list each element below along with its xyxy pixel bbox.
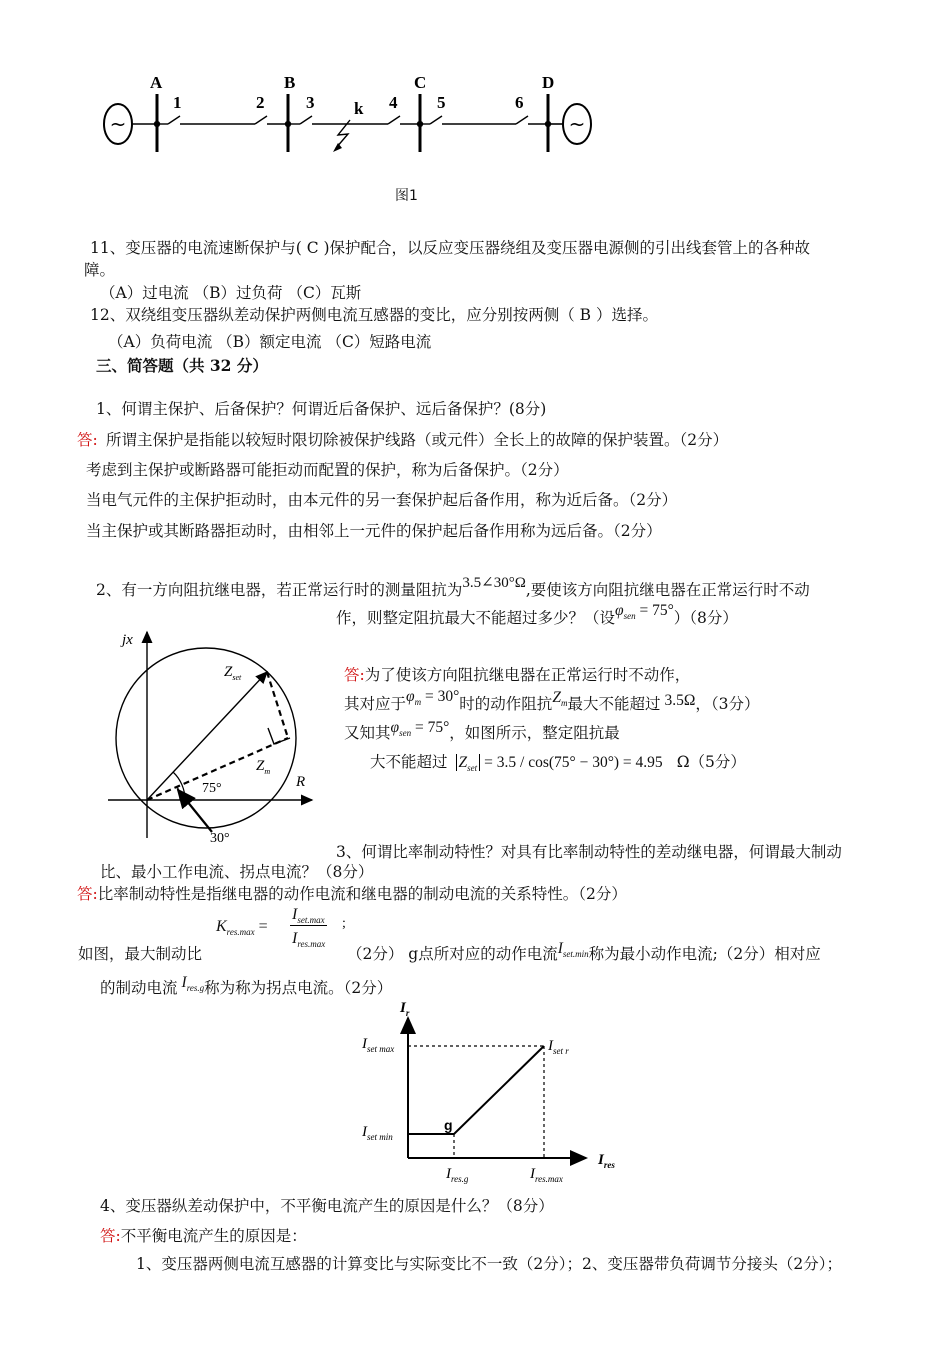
phi-sen-sub: sen [399,728,412,739]
sq3-question-line1: 3、何谓比率制动特性？对具有比率制动特性的差动继电器，何谓最大制动 [336,843,842,861]
sq3-ans2-mid: （2分） g点所对应的动作电流 [347,945,558,963]
q12-line1: 12、双绕组变压器纵差动保护两侧电流互感器的变比，应分别按两侧（ B ）选择。 [90,306,658,324]
zset-sub: set [232,673,242,682]
graph-y-top-label [361,1036,394,1054]
restraint-characteristic-graph [350,998,650,1188]
breaker-label-4: 4 [389,93,398,112]
angle-30-label: 30° [210,831,230,846]
sq3-answer-line1 [77,884,627,904]
sq2-q2-prefix: 作，则整定阻抗最大不能超过多少？（设 [336,609,616,627]
sq2-answer-label: 答: [344,666,365,684]
den-sub: res.max [297,939,326,950]
source-d-symbol: ~ [568,112,586,136]
num-sub: set.max [297,915,325,926]
sq2-ans3-phi [390,719,450,739]
sq4-question: 4、变压器纵差动保护中，不平衡电流产生的原因是什么？（8分） [100,1197,554,1215]
sq3-answer-line2 [78,940,821,970]
sq1-answer-3: 当电气元件的主保护拒动时，由本元件的另一套保护起后备作用，称为近后备。（2分） [86,491,678,509]
sq3-ans2-prefix: 如图，最大制动比 [78,945,203,963]
q12-options: （A）负荷电流 （B）额定电流 （C）短路电流 [108,333,432,351]
k-sub: res.max [226,927,255,938]
breaker-label-1: 1 [173,93,182,112]
sq2-ans3-suffix: ，如图所示，整定阻抗最 [449,724,620,742]
bus-label-b: B [284,73,296,92]
sq3-ans1: 比率制动特性是指继电器的动作电流和继电器的制动电流的关系特性。（2分） [97,885,627,903]
sq2-ans4-prefix: 大不能超过 [370,753,448,771]
graph-point-label [547,1038,569,1056]
characteristic-line [408,1046,544,1134]
sq2-answer-line4 [370,752,746,778]
sq1-answer-4: 当主保护或其断路器拒动时，由相邻上一元件的保护起后备作用称为远后备。（2分） [86,522,662,540]
zm-label [256,758,270,776]
num-main: I [292,906,298,923]
gp-sub: set r [553,1046,569,1056]
sq3-ans2-i [557,940,589,960]
q11-options: （A）过电流 （B）过负荷 （C）瓦斯 [100,284,362,302]
q11-line2: 障。 [84,261,116,279]
source-a-symbol: ~ [109,112,127,136]
graph-x-max-label [529,1166,563,1184]
breaker-label-2: 2 [256,93,265,112]
impedance-circle-diagram [100,620,330,850]
gyl-main: I [362,1124,367,1140]
figure-1-caption: 图1 [395,188,418,204]
sq3-answer-label: 答: [77,885,98,903]
sq3-ans2-suffix: 称为最小动作电流;（2分）相对应 [588,945,821,963]
fault-label-k: k [354,99,364,118]
sq3-ans3-prefix: 的制动电流 [100,979,178,997]
breaker-label-6: 6 [515,93,524,112]
zset-main: Z [224,664,233,680]
sq3-answer-line3 [100,974,393,1004]
gxm-main: I [530,1166,535,1182]
phi-m-sub: m [414,697,422,708]
zset-formula: Z [458,754,468,771]
zset-formula-sub: set [467,763,478,774]
sq2-q-value: 3.5∠30°Ω [462,575,526,591]
phi-m: φ [406,688,415,705]
gyl-sub: set min [367,1132,393,1142]
graph-x-g-label [445,1166,469,1184]
graph-y-low-label [361,1124,393,1142]
k-semicolon: ; [342,916,346,931]
sq2-ans2-phi [406,688,460,708]
sq3-ans3-i [181,974,205,994]
gx-main: I [598,1152,604,1168]
gy-main: I [400,1000,406,1016]
sq2-ans1: 为了使该方向阻抗继电器在正常运行时不动作， [364,666,691,684]
sq1-answer-label: 答: [77,431,98,449]
sq2-answer-line1 [344,665,690,685]
sq4-answer-label: 答: [100,1227,121,1245]
phi-sen: φ [390,719,400,736]
sq2-ans2-mid: 时的动作阻抗 [459,695,553,713]
breaker-label-5: 5 [437,93,446,112]
sq2-ans4-formula: = 3.5 / cos(75° − 30°) = 4.95 [484,754,663,771]
den-main: I [292,930,298,947]
sq2-question-line2 [336,602,738,634]
sq4-answer-line1 [100,1226,307,1246]
i-resg: I [181,974,187,991]
sq2-ans4-suffix: Ω（5分） [676,753,746,771]
breaker-label-3: 3 [306,93,315,112]
sq1-answer-2: 考虑到主保护或断路器可能拒动而配置的保护，称为后备保护。（2分） [86,461,569,479]
graph-g-label: g [444,1117,453,1133]
figure-1-diagram [0,60,950,240]
gy-sub: r [405,1008,410,1018]
graph-y-axis-label [399,1000,410,1018]
sq2-q-prefix: 2、有一方向阻抗继电器，若正常运行时的测量阻抗为 [96,581,463,599]
sq1-question: 1、何谓主保护、后备保护？何谓近后备保护、远后备保护？(8分) [96,400,547,418]
sq2-ans4-zset [456,754,481,774]
i-setmin: I [557,940,563,957]
q11-line1: 11、变压器的电流速断保护与( C )保护配合，以反应变压器绕组及变压器电源侧的引出线套管上的各种故 [90,239,811,257]
phi-symbol: φ [615,602,624,619]
phi-val: = 75° [639,602,674,619]
bus-label-a: A [150,73,163,92]
sq2-answer-line2 [344,688,760,720]
angle-75-label: 75° [202,781,222,796]
z-m: Z [552,689,561,706]
gxg-main: I [446,1166,451,1182]
sq2-q-suffix: ,要使该方向阻抗继电器在正常运行时不动 [525,581,810,599]
phi-sub: sen [623,611,636,622]
gxm-sub: res.max [535,1174,563,1184]
zm-sub: m [264,767,271,776]
zm-main: Z [256,758,265,774]
sq2-ans3-prefix: 又知其 [344,724,391,742]
graph-x-axis-label [597,1152,615,1170]
sq2-q2-suffix: ）（8分） [673,609,738,627]
sq4-answer-line2: 1、变压器两侧电流互感器的计算变比与实际变比不一致（2分）；2、变压器带负荷调节分接头（2分）； [136,1255,842,1273]
bus-label-c: C [414,73,427,92]
k-main: K [216,918,227,935]
sq2-ans2-suffix: ，（3分） [695,695,760,713]
sq2-answer-line3 [344,719,620,749]
gx-sub: res [603,1160,615,1170]
k-label: $K_{res.max}$ = [216,918,268,938]
section-3-title: 三、简答题（共 32 分） [96,356,268,375]
gxg-sub: res.g [451,1174,469,1184]
sq2-ans2-z [552,689,568,709]
sq4-ans1: 不平衡电流产生的原因是： [120,1227,307,1245]
sq2-ans2-prefix: 其对应于 [344,695,407,713]
bus-label-d: D [542,73,555,92]
phi-sen-val: = 75° [414,719,450,736]
sq2-ans2-mid2: 最大不能超过 [567,695,661,713]
sq2-ans2-val: 3.5Ω [664,692,696,709]
zset-label [224,664,242,682]
k-numerator [290,906,327,926]
i-setmin-sub: set.min [562,949,589,960]
phi-m-val: = 30° [424,688,460,705]
sq1-answer-1: 所谓主保护是指能以较短时限切除被保护线路（或元件）全长上的故障的保护装置。（2分） [106,431,729,449]
sq3-ans3-suffix: 称为称为拐点电流。（2分） [204,979,393,997]
sq2-question-line1 [96,575,810,601]
sq2-q-phi [615,602,674,622]
gyt-sub: set max [367,1044,395,1054]
gp-main: I [548,1038,553,1054]
sq3-question-line2: 比、最小工作电流、拐点电流？（8分） [100,863,374,881]
z-m-sub: m [560,698,568,709]
gyt-main: I [362,1036,367,1052]
axis-x-label: R [296,774,306,790]
axis-y-label: jx [122,632,133,648]
i-resg-sub: res.g [186,983,205,994]
